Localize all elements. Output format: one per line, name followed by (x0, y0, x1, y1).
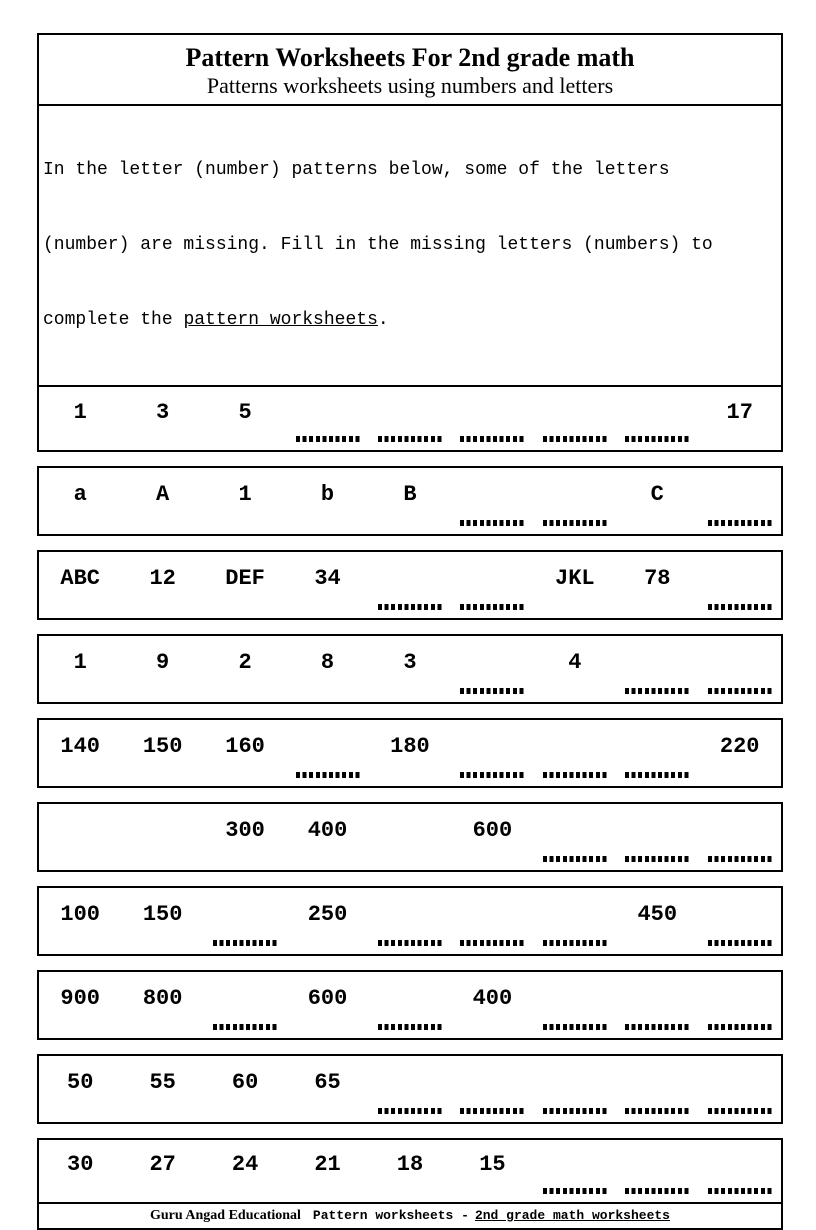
pattern-value: 800 (142, 986, 183, 1011)
pattern-cell (369, 804, 451, 870)
pattern-cell (451, 636, 533, 702)
pattern-cell (39, 720, 121, 786)
footer-brand: Guru Angad Educational (149, 1208, 301, 1223)
blank-dashes (460, 520, 524, 526)
pattern-cell (369, 468, 451, 534)
pattern-cell (39, 1140, 121, 1202)
pattern-row-box-4 (37, 634, 783, 704)
pattern-row-5 (39, 720, 781, 786)
pattern-cell (699, 720, 781, 786)
instruction-line-3 (43, 308, 777, 333)
pattern-row-1 (39, 387, 781, 450)
pattern-cell (286, 636, 368, 702)
blank-dashes (625, 436, 689, 442)
pattern-cell (121, 1056, 203, 1122)
pattern-cell (204, 972, 286, 1038)
pattern-cell (451, 1140, 533, 1202)
pattern-cell (369, 888, 451, 954)
pattern-value: 1 (238, 482, 252, 507)
pattern-row-4 (39, 636, 781, 702)
pattern-cell (39, 1056, 121, 1122)
page-title: Pattern Worksheets For 2nd grade math (185, 43, 635, 72)
pattern-cell (286, 552, 368, 618)
pattern-value: 3 (403, 650, 417, 675)
pattern-value: 600 (472, 818, 513, 843)
pattern-cell (204, 387, 286, 450)
pattern-row-box-8 (37, 970, 783, 1040)
pattern-value: 9 (156, 650, 170, 675)
blank-dashes (378, 436, 442, 442)
blank-dashes (708, 1024, 772, 1030)
pattern-rows (37, 466, 783, 1124)
pattern-cell (39, 387, 121, 450)
pattern-value: 250 (307, 902, 348, 927)
pattern-cell (534, 387, 616, 450)
pattern-cell (369, 387, 451, 450)
instruction-text-end: . (377, 310, 389, 330)
pattern-cell (616, 804, 698, 870)
pattern-cell (204, 888, 286, 954)
pattern-value: B (403, 482, 417, 507)
pattern-cell (121, 888, 203, 954)
pattern-cell (534, 636, 616, 702)
page-subtitle: Patterns worksheets using numbers and letters (206, 73, 614, 98)
pattern-cell (204, 552, 286, 618)
pattern-value: ABC (60, 566, 101, 591)
pattern-row-3 (39, 552, 781, 618)
pattern-cell (451, 888, 533, 954)
pattern-value: 60 (231, 1070, 259, 1095)
blank-dashes (543, 1024, 607, 1030)
blank-dashes (543, 1188, 607, 1194)
footer-link[interactable]: 2nd grade math worksheets (474, 1208, 670, 1223)
pattern-value: 400 (307, 818, 348, 843)
pattern-cell (699, 387, 781, 450)
pattern-cell (369, 1056, 451, 1122)
pattern-cell (39, 468, 121, 534)
blank-dashes (296, 436, 360, 442)
pattern-value: 21 (314, 1152, 341, 1177)
pattern-row-box-2 (37, 466, 783, 536)
pattern-cell (451, 972, 533, 1038)
pattern-cell (616, 1140, 698, 1202)
blank-dashes (708, 688, 772, 694)
blank-dashes (378, 604, 442, 610)
last-row-block (37, 1138, 783, 1230)
pattern-cell (121, 552, 203, 618)
pattern-cell (369, 1140, 451, 1202)
pattern-row-box-6 (37, 802, 783, 872)
pattern-value: 17 (726, 399, 753, 425)
pattern-cell (121, 720, 203, 786)
instructions (39, 106, 781, 387)
pattern-cell (616, 387, 698, 450)
pattern-cell (204, 804, 286, 870)
blank-dashes (708, 940, 772, 946)
pattern-value: 450 (637, 902, 678, 927)
pattern-value: 65 (314, 1070, 341, 1095)
pattern-cell (699, 804, 781, 870)
pattern-value: 55 (149, 1070, 176, 1095)
pattern-value: b (320, 482, 335, 507)
blank-dashes (378, 1024, 442, 1030)
pattern-cell (616, 720, 698, 786)
pattern-cell (204, 1056, 286, 1122)
pattern-cell (286, 1140, 368, 1202)
pattern-value: 140 (60, 734, 101, 759)
pattern-value: 30 (67, 1152, 94, 1177)
pattern-row-9 (39, 1056, 781, 1122)
pattern-value: 24 (231, 1152, 259, 1177)
pattern-cell (699, 552, 781, 618)
blank-dashes (460, 772, 524, 778)
footer-text: Pattern worksheets - (312, 1208, 469, 1223)
pattern-cell (699, 972, 781, 1038)
pattern-value: A (156, 482, 170, 507)
pattern-value: 180 (390, 734, 430, 759)
pattern-cell (534, 1140, 616, 1202)
pattern-cell (204, 1140, 286, 1202)
pattern-row-6 (39, 804, 781, 870)
pattern-value: a (73, 482, 87, 507)
pattern-cell (616, 972, 698, 1038)
worksheet-page (37, 33, 783, 1230)
pattern-cell (286, 804, 368, 870)
pattern-cell (534, 888, 616, 954)
pattern-cell (616, 636, 698, 702)
blank-dashes (625, 772, 689, 778)
instruction-text: complete the (43, 310, 184, 330)
pattern-cell (121, 1140, 203, 1202)
pattern-row-10 (39, 1140, 781, 1202)
blank-dashes (625, 1024, 689, 1030)
pattern-cell (699, 468, 781, 534)
pattern-cell (451, 1056, 533, 1122)
blank-dashes (378, 940, 442, 946)
pattern-cell (369, 552, 451, 618)
blank-dashes (708, 520, 772, 526)
pattern-row-box-3 (37, 550, 783, 620)
pattern-value: 400 (472, 986, 513, 1011)
pattern-value: 5 (238, 399, 252, 425)
blank-dashes (543, 856, 607, 862)
pattern-cell (204, 636, 286, 702)
pattern-value: 600 (307, 986, 348, 1011)
pattern-cell (534, 804, 616, 870)
pattern-cell (534, 1056, 616, 1122)
pattern-value: 12 (149, 566, 176, 591)
pattern-cell (616, 1056, 698, 1122)
blank-dashes (460, 1108, 524, 1114)
blank-dashes (378, 1108, 442, 1114)
pattern-value: 160 (225, 734, 265, 759)
instruction-line-2: (number) are missing. Fill in the missing letters (numbers) to (43, 235, 713, 255)
blank-dashes (708, 856, 772, 862)
pattern-value: 4 (568, 650, 582, 675)
blank-dashes (543, 772, 607, 778)
pattern-cell (286, 387, 368, 450)
pattern-value: 8 (320, 650, 335, 675)
pattern-cell (204, 468, 286, 534)
pattern-cell (286, 1056, 368, 1122)
pattern-cell (369, 972, 451, 1038)
pattern-cell (451, 552, 533, 618)
pattern-value: 2 (238, 650, 252, 675)
pattern-value: 1 (73, 650, 87, 675)
pattern-row-box-7 (37, 886, 783, 956)
pattern-row-box-9 (37, 1054, 783, 1124)
blank-dashes (625, 1188, 689, 1194)
pattern-value: DEF (225, 566, 265, 591)
pattern-cell (699, 1056, 781, 1122)
pattern-cell (369, 720, 451, 786)
pattern-cell (616, 888, 698, 954)
pattern-cell (451, 468, 533, 534)
pattern-row-2 (39, 468, 781, 534)
pattern-cell (121, 636, 203, 702)
pattern-cell (534, 552, 616, 618)
pattern-cell (534, 720, 616, 786)
pattern-cell (286, 972, 368, 1038)
blank-dashes (460, 436, 524, 442)
pattern-cell (204, 720, 286, 786)
blank-dashes (543, 940, 607, 946)
pattern-value: C (650, 482, 664, 507)
pattern-value: 78 (644, 566, 671, 591)
pattern-value: 50 (67, 1070, 94, 1095)
pattern-cell (39, 636, 121, 702)
pattern-value: 27 (149, 1152, 176, 1177)
pattern-cell (534, 972, 616, 1038)
blank-dashes (625, 856, 689, 862)
pattern-row-7 (39, 888, 781, 954)
pattern-value: 900 (60, 986, 101, 1011)
blank-dashes (213, 1024, 277, 1030)
pattern-cell (39, 804, 121, 870)
pattern-value: 1 (73, 399, 87, 425)
blank-dashes (708, 1188, 772, 1194)
pattern-cell (39, 972, 121, 1038)
pattern-cell (699, 1140, 781, 1202)
instruction-line-1: In the letter (number) patterns below, some of the letters (43, 160, 670, 180)
pattern-cell (451, 804, 533, 870)
footer (39, 1202, 781, 1228)
blank-dashes (543, 520, 607, 526)
pattern-row-8 (39, 972, 781, 1038)
pattern-cell (451, 387, 533, 450)
pattern-value: 220 (719, 734, 760, 759)
pattern-cell (451, 720, 533, 786)
pattern-cell (121, 468, 203, 534)
pattern-cell (369, 636, 451, 702)
pattern-value: 3 (156, 399, 170, 425)
blank-dashes (460, 604, 524, 610)
blank-dashes (460, 688, 524, 694)
pattern-value: JKL (555, 566, 595, 591)
pattern-cell (699, 636, 781, 702)
pattern-cell (121, 972, 203, 1038)
pattern-value: 15 (479, 1152, 506, 1177)
blank-dashes (625, 688, 689, 694)
pattern-value: 34 (314, 566, 341, 591)
pattern-cell (39, 888, 121, 954)
pattern-cell (286, 468, 368, 534)
blank-dashes (625, 1108, 689, 1114)
pattern-value: 300 (225, 818, 265, 843)
header (39, 35, 781, 106)
pattern-cell (121, 387, 203, 450)
blank-dashes (708, 1108, 772, 1114)
pattern-cell (39, 552, 121, 618)
pattern-cell (534, 468, 616, 534)
pattern-value: 150 (142, 734, 183, 759)
header-block (37, 33, 783, 452)
blank-dashes (543, 436, 607, 442)
pattern-value: 100 (60, 902, 101, 927)
pattern-cell (616, 552, 698, 618)
pattern-value: 150 (142, 902, 183, 927)
blank-dashes (460, 940, 524, 946)
pattern-cell (286, 720, 368, 786)
blank-dashes (708, 604, 772, 610)
pattern-row-box-5 (37, 718, 783, 788)
pattern-cell (286, 888, 368, 954)
blank-dashes (543, 1108, 607, 1114)
blank-dashes (213, 940, 277, 946)
pattern-cell (121, 804, 203, 870)
blank-dashes (296, 772, 360, 778)
pattern-worksheets-link[interactable]: pattern worksheets (183, 310, 378, 330)
pattern-cell (699, 888, 781, 954)
pattern-value: 18 (396, 1152, 424, 1177)
pattern-cell (616, 468, 698, 534)
